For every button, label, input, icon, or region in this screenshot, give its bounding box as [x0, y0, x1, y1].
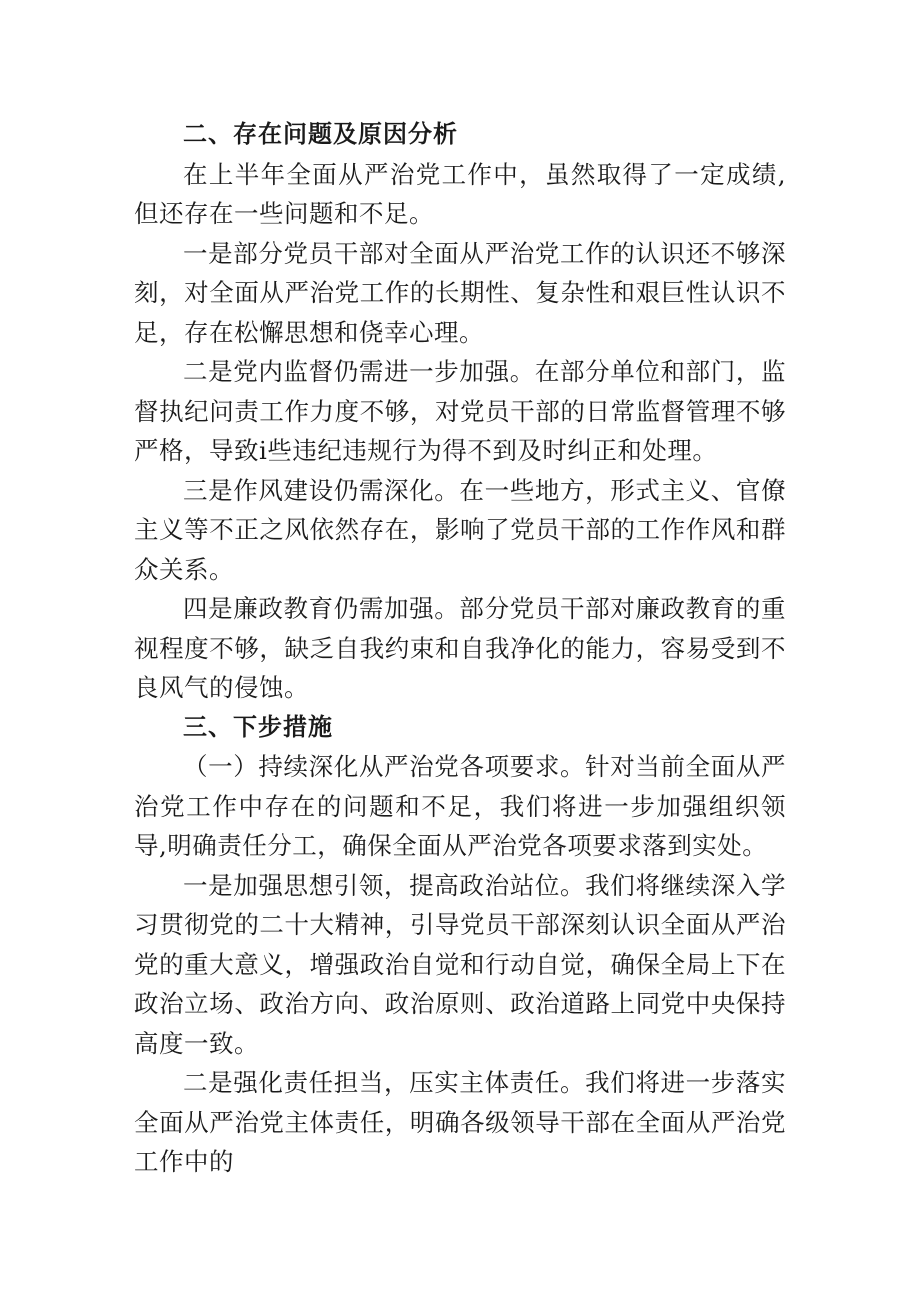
- paragraph-intro: 在上半年全面从严治党工作中，虽然取得了一定成绩,但还存在一些问题和不足。: [134, 159, 786, 228]
- section-heading-next-steps: 三、下步措施: [183, 712, 333, 741]
- paragraph-problem-2: 二是党内监督仍需进一步加强。在部分单位和部门，监督执纪问责工作力度不够，对党员干部的日常监督管理不够严格，导致i些违纪违规行为得不到及时纠正和处理。: [134, 357, 786, 465]
- paragraph-measure-2: 二是强化责任担当，压实主体责任。我们将进一步落实全面从严治党主体责任，明确各级领导干部在全面从严治党工作中的: [134, 1068, 786, 1176]
- document-body: [134, 115, 786, 1182]
- paragraph-measure-overview: （一）持续深化从严治党各项要求。针对当前全面从严治党工作中存在的问题和不足，我们将进一步加强组织领导,明确责任分工，确保全面从严治党各项要求落到实处。: [134, 752, 786, 860]
- paragraph-problem-4: 四是廉政教育仍需加强。部分党员干部对廉政教育的重视程度不够，缺乏自我约束和自我净化的能力，容易受到不良风气的侵蚀。: [134, 594, 786, 702]
- paragraph-problem-3: 三是作风建设仍需深化。在一些地方，形式主义、官僚主义等不正之风依然存在，影响了党员干部的工作作风和群众关系。: [134, 475, 786, 584]
- paragraph-problem-1: 一是部分党员干部对全面从严治党工作的认识还不够深刻，对全面从严治党工作的长期性、复杂性和艰巨性认识不足，存在松懈思想和侥幸心理。: [134, 238, 786, 347]
- paragraph-measure-1: 一是加强思想引领，提高政治站位。我们将继续深入学习贯彻党的二十大精神，引导党员干部深刻认识全面从严治党的重大意义，增强政治自觉和行动自觉，确保全局上下在政治立场、政治方向、政治原则、政治道路上同党中央保持高度一致。: [134, 870, 786, 1058]
- section-heading-problems: 二、存在问题及原因分析: [183, 120, 458, 148]
